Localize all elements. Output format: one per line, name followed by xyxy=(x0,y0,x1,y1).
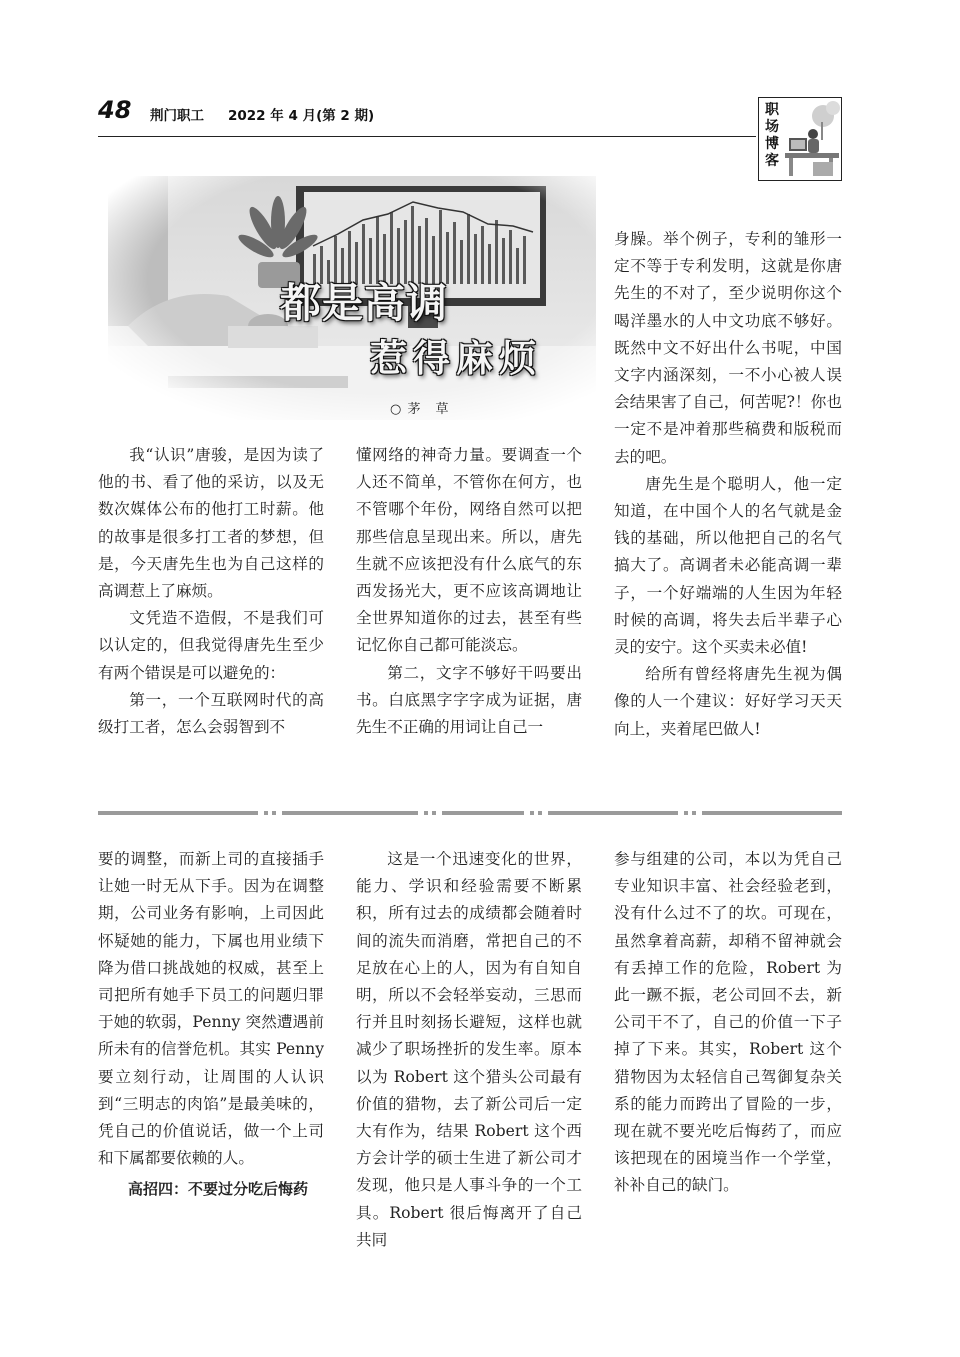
column-tag-text xyxy=(765,102,783,170)
paragraph: 身臊。举个例子，专利的雏形一定不等于专利发明，这就是你唐先生的不对了，至少说明你这个喝洋墨水的人中文功底不够好。既然中文不好出什么书呢，中国文字内涵深刻，一不小心被人误会结果害了自己，何苦呢?！你也一定不是冲着那些稿费和版税而去的吧。 xyxy=(614,230,842,466)
issue-info: 2022 年 4 月(第 2 期) xyxy=(228,108,375,124)
paragraph: 第一，一个互联网时代的高级打工者，怎么会弱智到不 xyxy=(98,690,324,737)
article-author: ○ 茅 草 xyxy=(390,402,450,417)
header-rule xyxy=(98,136,756,137)
paragraph: 我“认识”唐骏，是因为读了他的书、看了他的采访，以及无数次媒体公布的他打工时薪。他的故事是很多打工者的梦想，但是，今天唐先生也为自己这样的高调惹上了麻烦。 xyxy=(98,446,324,601)
article-hero-image xyxy=(108,176,596,420)
column-tag-char: 职 xyxy=(765,102,779,118)
paragraph: 要的调整，而新上司的直接插手让她一时无从下手。因为在调整期，公司业务有影响，上司因此怀疑她的能力，下属也用业绩下降为借口挑战她的权威，甚至上司把所有她手下员工的问题归罪于她的软弱，Penny 突然遭遇前所未有的信誉危机。其实 Penny 要立刻行动，让周围的人认识到“三明志的肉馅”是最美味的，凭自己的价值说话，做一个上司和下属都要依赖的人。 xyxy=(98,850,324,1168)
column-tag-char: 客 xyxy=(765,153,779,169)
article-title: 都是高调 xyxy=(280,279,448,327)
page-number: 48 xyxy=(98,96,132,124)
paragraph: 懂网络的神奇力量。要调查一个人还不简单，不管你在何方，也不管哪个年份，网络自然可以把那些信息呈现出来。所以，唐先生就不应该把没有什么底气的东西发扬光大，更不应该高调地让全世界知道你的过去，甚至有些记忆你自己都可能淡忘。 xyxy=(356,446,582,655)
page-header xyxy=(98,96,758,136)
section-heading: 高招四：不要过分吃后悔药 xyxy=(128,1180,309,1199)
magazine-name: 荆门职工 xyxy=(150,108,204,124)
article-column-2 xyxy=(356,442,582,741)
paragraph: 文凭造不造假，不是我们可以认定的，但我觉得唐先生至少有两个错误是可以避免的： xyxy=(98,609,324,682)
paragraph: 这是一个迅速变化的世界，能力、学识和经验需要不断累积，所有过去的成绩都会随着时间的流失而消磨，常把自己的不足放在心上的人，因为有自知自明，所以不会轻举妄动，三思而行并且时刻扬长避短，这样也就减少了职场挫折的发生率。原本以为 Robert 这个猎头公司最有价值的猎物，去了新公司后一定大有作为，结果 Robert 这个西方会计学的硕士生进了新公司才发现，他只是人事斗争的一个工具。Robert 很后悔离开了自己共同 xyxy=(356,850,582,1249)
continued-column-1 xyxy=(98,846,324,1204)
column-tag-char: 场 xyxy=(765,119,779,135)
office-worker-illustration xyxy=(783,98,841,178)
paragraph: 给所有曾经将唐先生视为偶像的人一个建议：好好学习天天向上，夹着尾巴做人! xyxy=(614,665,842,738)
continued-column-2 xyxy=(356,846,582,1254)
column-tag-char: 博 xyxy=(765,136,779,152)
article-column-1 xyxy=(98,442,324,741)
column-tag xyxy=(758,97,842,181)
section-divider xyxy=(98,810,842,816)
paragraph: 参与组建的公司，本以为凭自己专业知识丰富、社会经验老到，没有什么过不了的坎。可现在，虽然拿着高薪，却稍不留神就会有丢掉工作的危险，Robert 为此一蹶不振，老公司回不去，新公司干不了，自己的价值一下子掉了下来。其实，Robert 这个猎物因为太轻信自己驾御复杂关系的能力而跨出了冒险的一步，现在就不要光吃后悔药了，而应该把现在的困境当作一个学堂，补补自己的缺门。 xyxy=(614,850,842,1195)
article-subtitle: 惹得麻烦 xyxy=(370,336,542,380)
paragraph: 第二，文字不够好干吗要出书。白底黑字字字成为证据，唐先生不正确的用词让自己一 xyxy=(356,663,582,737)
continued-column-3 xyxy=(614,846,842,1200)
paragraph: 唐先生是个聪明人，他一定知道，在中国个人的名气就是金钱的基础，所以他把自己的名气搞大了。高调者未必能高调一辈子，一个好端端的人生因为年轻时候的高调，将失去后半辈子心灵的安宁。这个买卖未必值! xyxy=(614,474,842,657)
article-column-3 xyxy=(614,226,842,743)
